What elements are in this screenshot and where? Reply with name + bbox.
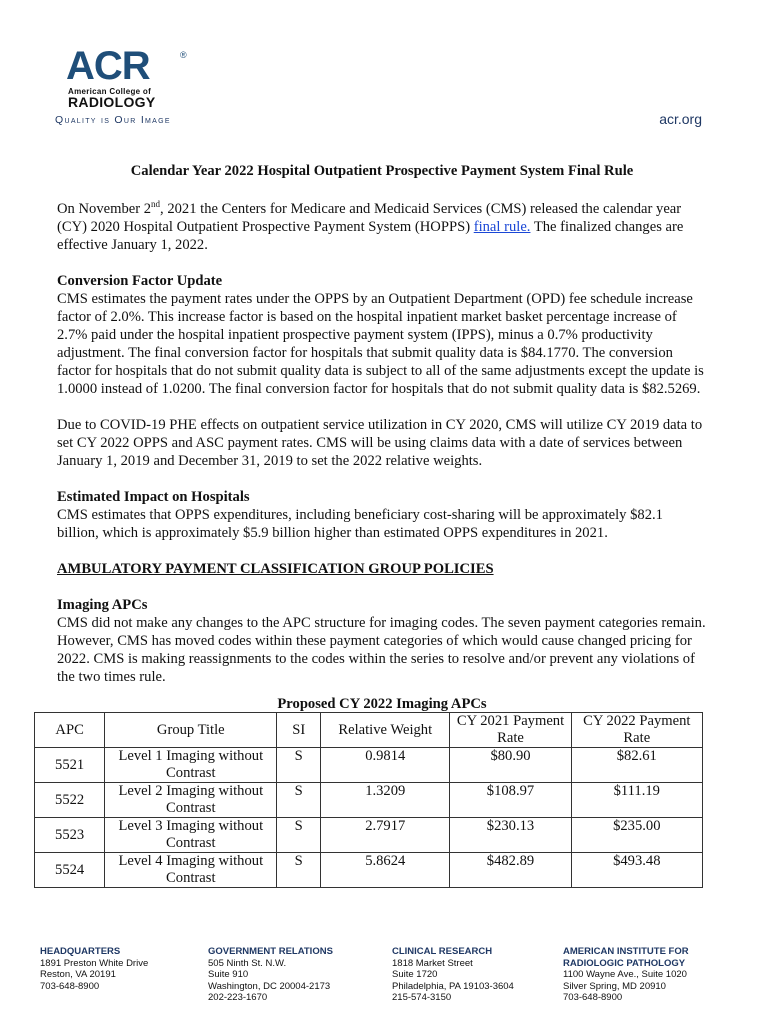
footer-title: AMERICAN INSTITUTE FOR <box>563 946 689 957</box>
imaging-apc-table <box>34 712 703 888</box>
cell-cy2022-rate: $82.61 <box>571 748 702 783</box>
footer-line: Reston, VA 20191 <box>40 969 116 980</box>
footer-line: 703-648-8900 <box>563 992 623 1003</box>
footer-government-relations <box>208 946 333 1004</box>
logo-subtitle: American College of <box>68 87 152 96</box>
impact-text: CMS estimates that OPPS expenditures, including beneficiary cost-sharing will be approximately $82.1 billion, which is approximately $5.9 billion higher than estimated OPPS expenditures in 2021. <box>57 507 663 541</box>
table-row <box>35 783 703 818</box>
footer-line: 703-648-8900 <box>40 980 100 992</box>
footer-line: Washington, DC 20004-2173 <box>208 980 331 992</box>
cell-relative-weight: 5.8624 <box>321 853 450 888</box>
header-cy2021-rate: CY 2021 Payment Rate <box>450 713 571 748</box>
registered-mark: ® <box>180 50 187 60</box>
cell-group-title: Level 2 Imaging without Contrast <box>105 783 277 818</box>
cell-apc: 5523 <box>35 818 105 853</box>
footer-aiirp <box>563 946 689 1004</box>
cell-apc: 5522 <box>35 783 105 818</box>
cell-si: S <box>277 853 321 888</box>
cell-relative-weight: 2.7917 <box>321 818 450 853</box>
cell-group-title: Level 4 Imaging without Contrast <box>105 853 277 888</box>
header-apc: APC <box>35 713 105 748</box>
imaging-apcs-text: CMS did not make any changes to the APC structure for imaging codes. The seven payment categories remain. However, CMS has moved codes within these payment categories of which would cause changed pricing for 2022. CMS is making reassignments to the codes within the series to resolve and/or prevent any violations of the two times rule. <box>57 615 706 685</box>
cell-group-title: Level 1 Imaging without Contrast <box>105 748 277 783</box>
logo-acr-text: ACR <box>66 44 150 88</box>
header-group-title: Group Title <box>105 713 277 748</box>
cell-apc: 5524 <box>35 853 105 888</box>
cell-relative-weight: 0.9814 <box>321 748 450 783</box>
footer-line: 215-574-3150 <box>392 992 452 1003</box>
cell-si: S <box>277 783 321 818</box>
apc-section-title: AMBULATORY PAYMENT CLASSIFICATION GROUP POLICIES <box>57 561 494 577</box>
conversion-factor-text: CMS estimates the payment rates under the OPPS by an Outpatient Department (OPD) fee schedule increase factor of 2.0%. This increase factor is based on the hospital inpatient market basket percentage increase of 2.7% paid under the hospital inpatient prospective payment system (IPPS), minus a 0.7% productivity adjustment. The final conversion factor for hospitals that submit quality data is $84.1770. The conversion factor for hospitals that do not submit quality data is subject to all of the same adjustments except the update is 1.0000 instead of 1.0200. The final conversion factor for hospitals that do not submit quality data is $82.5269. <box>57 291 704 397</box>
cell-cy2021-rate: $230.13 <box>450 818 571 853</box>
document-title: Calendar Year 2022 Hospital Outpatient Prospective Payment System Final Rule <box>130 163 634 179</box>
cell-cy2021-rate: $108.97 <box>450 783 571 818</box>
footer-clinical-research <box>392 946 514 1004</box>
footer-line: Suite 1720 <box>392 969 438 980</box>
table-header-row <box>35 713 703 748</box>
header-cy2022-rate: CY 2022 Payment Rate <box>571 713 702 748</box>
document-body <box>57 162 707 888</box>
footer-line: 1891 Preston White Drive <box>40 957 149 969</box>
footer-line: Silver Spring, MD 20910 <box>563 980 666 992</box>
cell-cy2022-rate: $493.48 <box>571 853 702 888</box>
cell-cy2022-rate: $111.19 <box>571 783 702 818</box>
intro-superscript: nd <box>151 199 161 210</box>
footer-line: 202-223-1670 <box>208 992 268 1003</box>
cell-apc: 5521 <box>35 748 105 783</box>
conversion-factor-heading: Conversion Factor Update <box>57 273 223 289</box>
table-caption: Proposed CY 2022 Imaging APCs <box>277 696 487 712</box>
table-row <box>35 818 703 853</box>
intro-paragraph <box>57 200 707 254</box>
header-relative-weight: Relative Weight <box>321 713 450 748</box>
header-si: SI <box>277 713 321 748</box>
footer-line: 1100 Wayne Ave., Suite 1020 <box>563 969 687 980</box>
final-rule-link[interactable]: final rule. <box>473 219 531 235</box>
table-row <box>35 853 703 888</box>
table-row <box>35 748 703 783</box>
footer-title-2: RADIOLOGIC PATHOLOGY <box>563 957 686 969</box>
cell-cy2022-rate: $235.00 <box>571 818 702 853</box>
intro-text-3: The finalized changes are effective January 1, 2022. <box>57 219 684 253</box>
footer-headquarters <box>40 946 148 992</box>
imaging-apcs-heading: Imaging APCs <box>57 597 148 613</box>
cell-cy2021-rate: $482.89 <box>450 853 571 888</box>
footer-title: HEADQUARTERS <box>40 946 121 957</box>
impact-heading: Estimated Impact on Hospitals <box>57 489 250 505</box>
acr-logo <box>58 44 208 110</box>
tagline: Quality is Our Image <box>55 114 171 126</box>
covid-paragraph: Due to COVID-19 PHE effects on outpatient service utilization in CY 2020, CMS will utilize CY 2019 data to set CY 2022 OPPS and ASC payment rates. CMS will be using claims data with a date of services between January 1, 2019 and December 31, 2019 to set the 2022 relative weights. <box>57 417 703 469</box>
cell-si: S <box>277 748 321 783</box>
footer-line: Philadelphia, PA 19103-3604 <box>392 980 514 992</box>
cell-si: S <box>277 818 321 853</box>
footer-line: Suite 910 <box>208 969 249 980</box>
website-link[interactable]: acr.org <box>659 111 702 127</box>
footer-line: 1818 Market Street <box>392 957 473 969</box>
footer-line: 505 Ninth St. N.W. <box>208 957 287 969</box>
cell-relative-weight: 1.3209 <box>321 783 450 818</box>
cell-cy2021-rate: $80.90 <box>450 748 571 783</box>
intro-text-2: , 2021 the Centers for Medicare and Medicaid Services (CMS) released the calendar year (CY) 2020 Hospital Outpatient Prospective Payment System (HOPPS) <box>57 201 682 235</box>
logo-radiology: RADIOLOGY <box>68 94 156 110</box>
intro-text-1: On November 2 <box>57 201 152 217</box>
cell-group-title: Level 3 Imaging without Contrast <box>105 818 277 853</box>
footer-title: GOVERNMENT RELATIONS <box>208 946 333 957</box>
footer-title: CLINICAL RESEARCH <box>392 946 493 957</box>
